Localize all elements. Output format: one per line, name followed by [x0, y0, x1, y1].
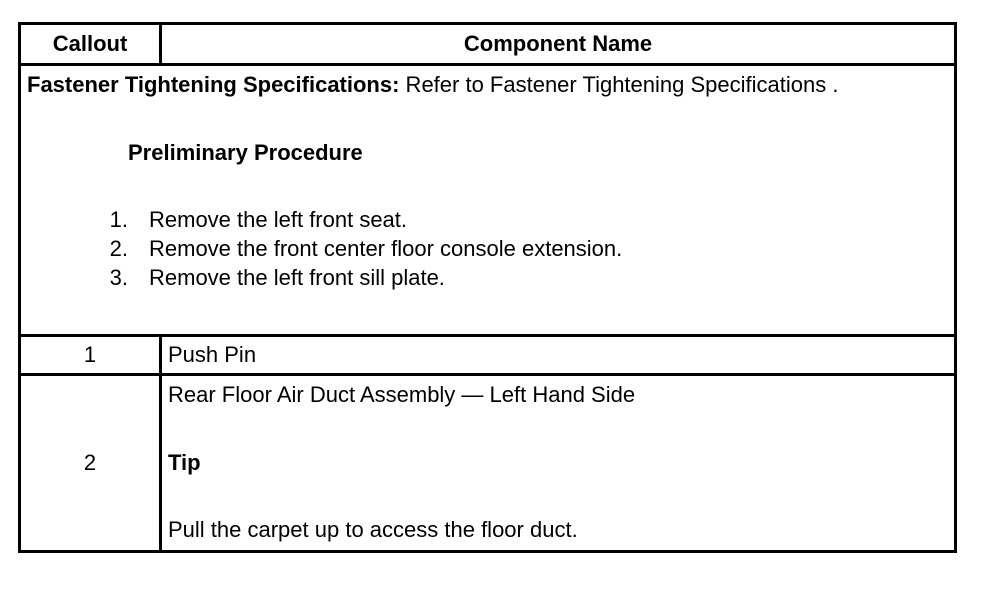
header-row	[20, 24, 956, 65]
component-name-header: Component Name	[161, 24, 956, 65]
step-text: Remove the front center floor console extension.	[149, 236, 623, 261]
component-table	[18, 22, 957, 553]
step-number: 2.	[109, 236, 128, 261]
step-text: Remove the left front seat.	[149, 207, 408, 232]
component-name: Rear Floor Air Duct Assembly — Left Hand Side	[168, 382, 636, 407]
fastener-spec-label: Fastener Tightening Specifications:	[27, 72, 400, 97]
callout-cell: 1	[20, 336, 161, 375]
component-name-cell	[161, 375, 956, 552]
intro-row	[20, 65, 956, 336]
tip-text: Pull the carpet up to access the floor duct.	[168, 517, 578, 542]
step-text: Remove the left front sill plate.	[149, 265, 445, 290]
fastener-spec-line	[27, 72, 838, 98]
table-row	[20, 375, 956, 552]
preliminary-procedure-title: Preliminary Procedure	[128, 140, 363, 165]
procedure-step	[73, 234, 622, 263]
intro-cell	[20, 65, 956, 336]
step-number: 1.	[109, 207, 128, 232]
callout-header: Callout	[20, 24, 161, 65]
procedure-step	[73, 205, 622, 234]
tip-label: Tip	[168, 450, 201, 475]
callout-cell: 2	[20, 375, 161, 552]
procedure-steps	[73, 205, 622, 292]
procedure-step	[73, 263, 622, 292]
step-number: 3.	[109, 265, 128, 290]
table-row	[20, 336, 956, 375]
component-name-cell: Push Pin	[161, 336, 956, 375]
fastener-spec-text: Refer to Fastener Tightening Specifications .	[399, 72, 839, 97]
